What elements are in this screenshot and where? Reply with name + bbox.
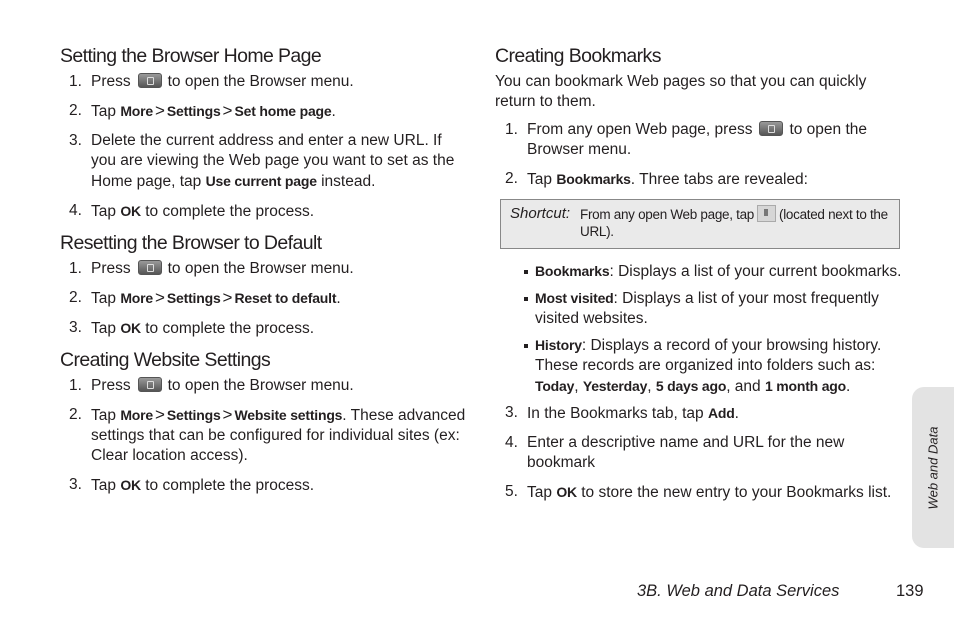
website-settings-steps [60, 376, 470, 496]
list-item: 3. Tap OK to complete the process. [69, 319, 315, 337]
list-item: Most visited: Displays a list of your most frequently visited websites. [495, 288, 905, 329]
list-item: 2. Tap More > Settings > Website settings. These advanced settings that can be configured for individual sites (ex: Clear location access). [69, 405, 466, 464]
list-item: 1. From any open Web page, press to open the Browser menu. [505, 121, 868, 158]
menu-key-icon [138, 73, 162, 88]
bookmark-steps-b [495, 403, 905, 503]
menu-key-icon [138, 377, 162, 392]
page-number: 139 [896, 582, 924, 600]
list-item: 1. Press to open the Browser menu. [69, 377, 354, 394]
list-item: 1. Press to open the Browser menu. [69, 73, 354, 90]
bookmarks-intro: You can bookmark Web pages so that you can quickly return to them. [495, 73, 867, 110]
bookmark-icon [757, 205, 776, 222]
list-item: 1. Press to open the Browser menu. [69, 260, 354, 277]
list-item: 5. Tap OK to store the new entry to your Bookmarks list. [505, 483, 892, 501]
list-item: 4. Tap OK to complete the process. [69, 202, 315, 220]
chapter-side-tab [912, 387, 954, 548]
footer-chapter-title: 3B. Web and Data Services [637, 582, 840, 600]
list-item: 3. In the Bookmarks tab, tap Add. [505, 404, 739, 422]
shortcut-label: Shortcut: [510, 205, 571, 222]
list-item: 2. Tap More > Settings > Reset to default. [69, 288, 341, 307]
right-column [495, 44, 905, 512]
shortcut-box [500, 199, 900, 249]
section-heading-reset: Resetting the Browser to Default [60, 232, 322, 254]
side-tab-label: Web and Data [925, 426, 941, 509]
menu-key-icon [138, 260, 162, 275]
list-item: 3. Delete the current address and enter a new URL. If you are viewing the Web page you want to set as the Home page, tap Use current page instead. [69, 132, 455, 190]
reset-steps [60, 259, 470, 339]
left-column [60, 44, 470, 505]
section-heading-website-settings: Creating Website Settings [60, 349, 271, 371]
list-item: 2. Tap Bookmarks. Three tabs are revealed: [505, 170, 808, 188]
list-item: 2. Tap More > Settings > Set home page. [69, 101, 336, 120]
list-item: 4. Enter a descriptive name and URL for the new bookmark [505, 434, 845, 471]
bookmark-tabs-list [495, 261, 905, 397]
list-item: Bookmarks: Displays a list of your current bookmarks. [495, 261, 905, 282]
menu-key-icon [759, 121, 783, 136]
list-item: History: Displays a record of your browsing history. These records are organized into folders such as: Today, Yesterday, 5 days ago, and 1 month ago. [495, 335, 905, 397]
shortcut-text: From any open Web page, tap (located next to the URL). [580, 207, 888, 239]
list-item: 3. Tap OK to complete the process. [69, 476, 315, 494]
home-page-steps [60, 72, 470, 222]
bookmark-steps-a [495, 120, 905, 190]
section-heading-bookmarks: Creating Bookmarks [495, 45, 661, 67]
section-heading-home-page: Setting the Browser Home Page [60, 45, 322, 67]
